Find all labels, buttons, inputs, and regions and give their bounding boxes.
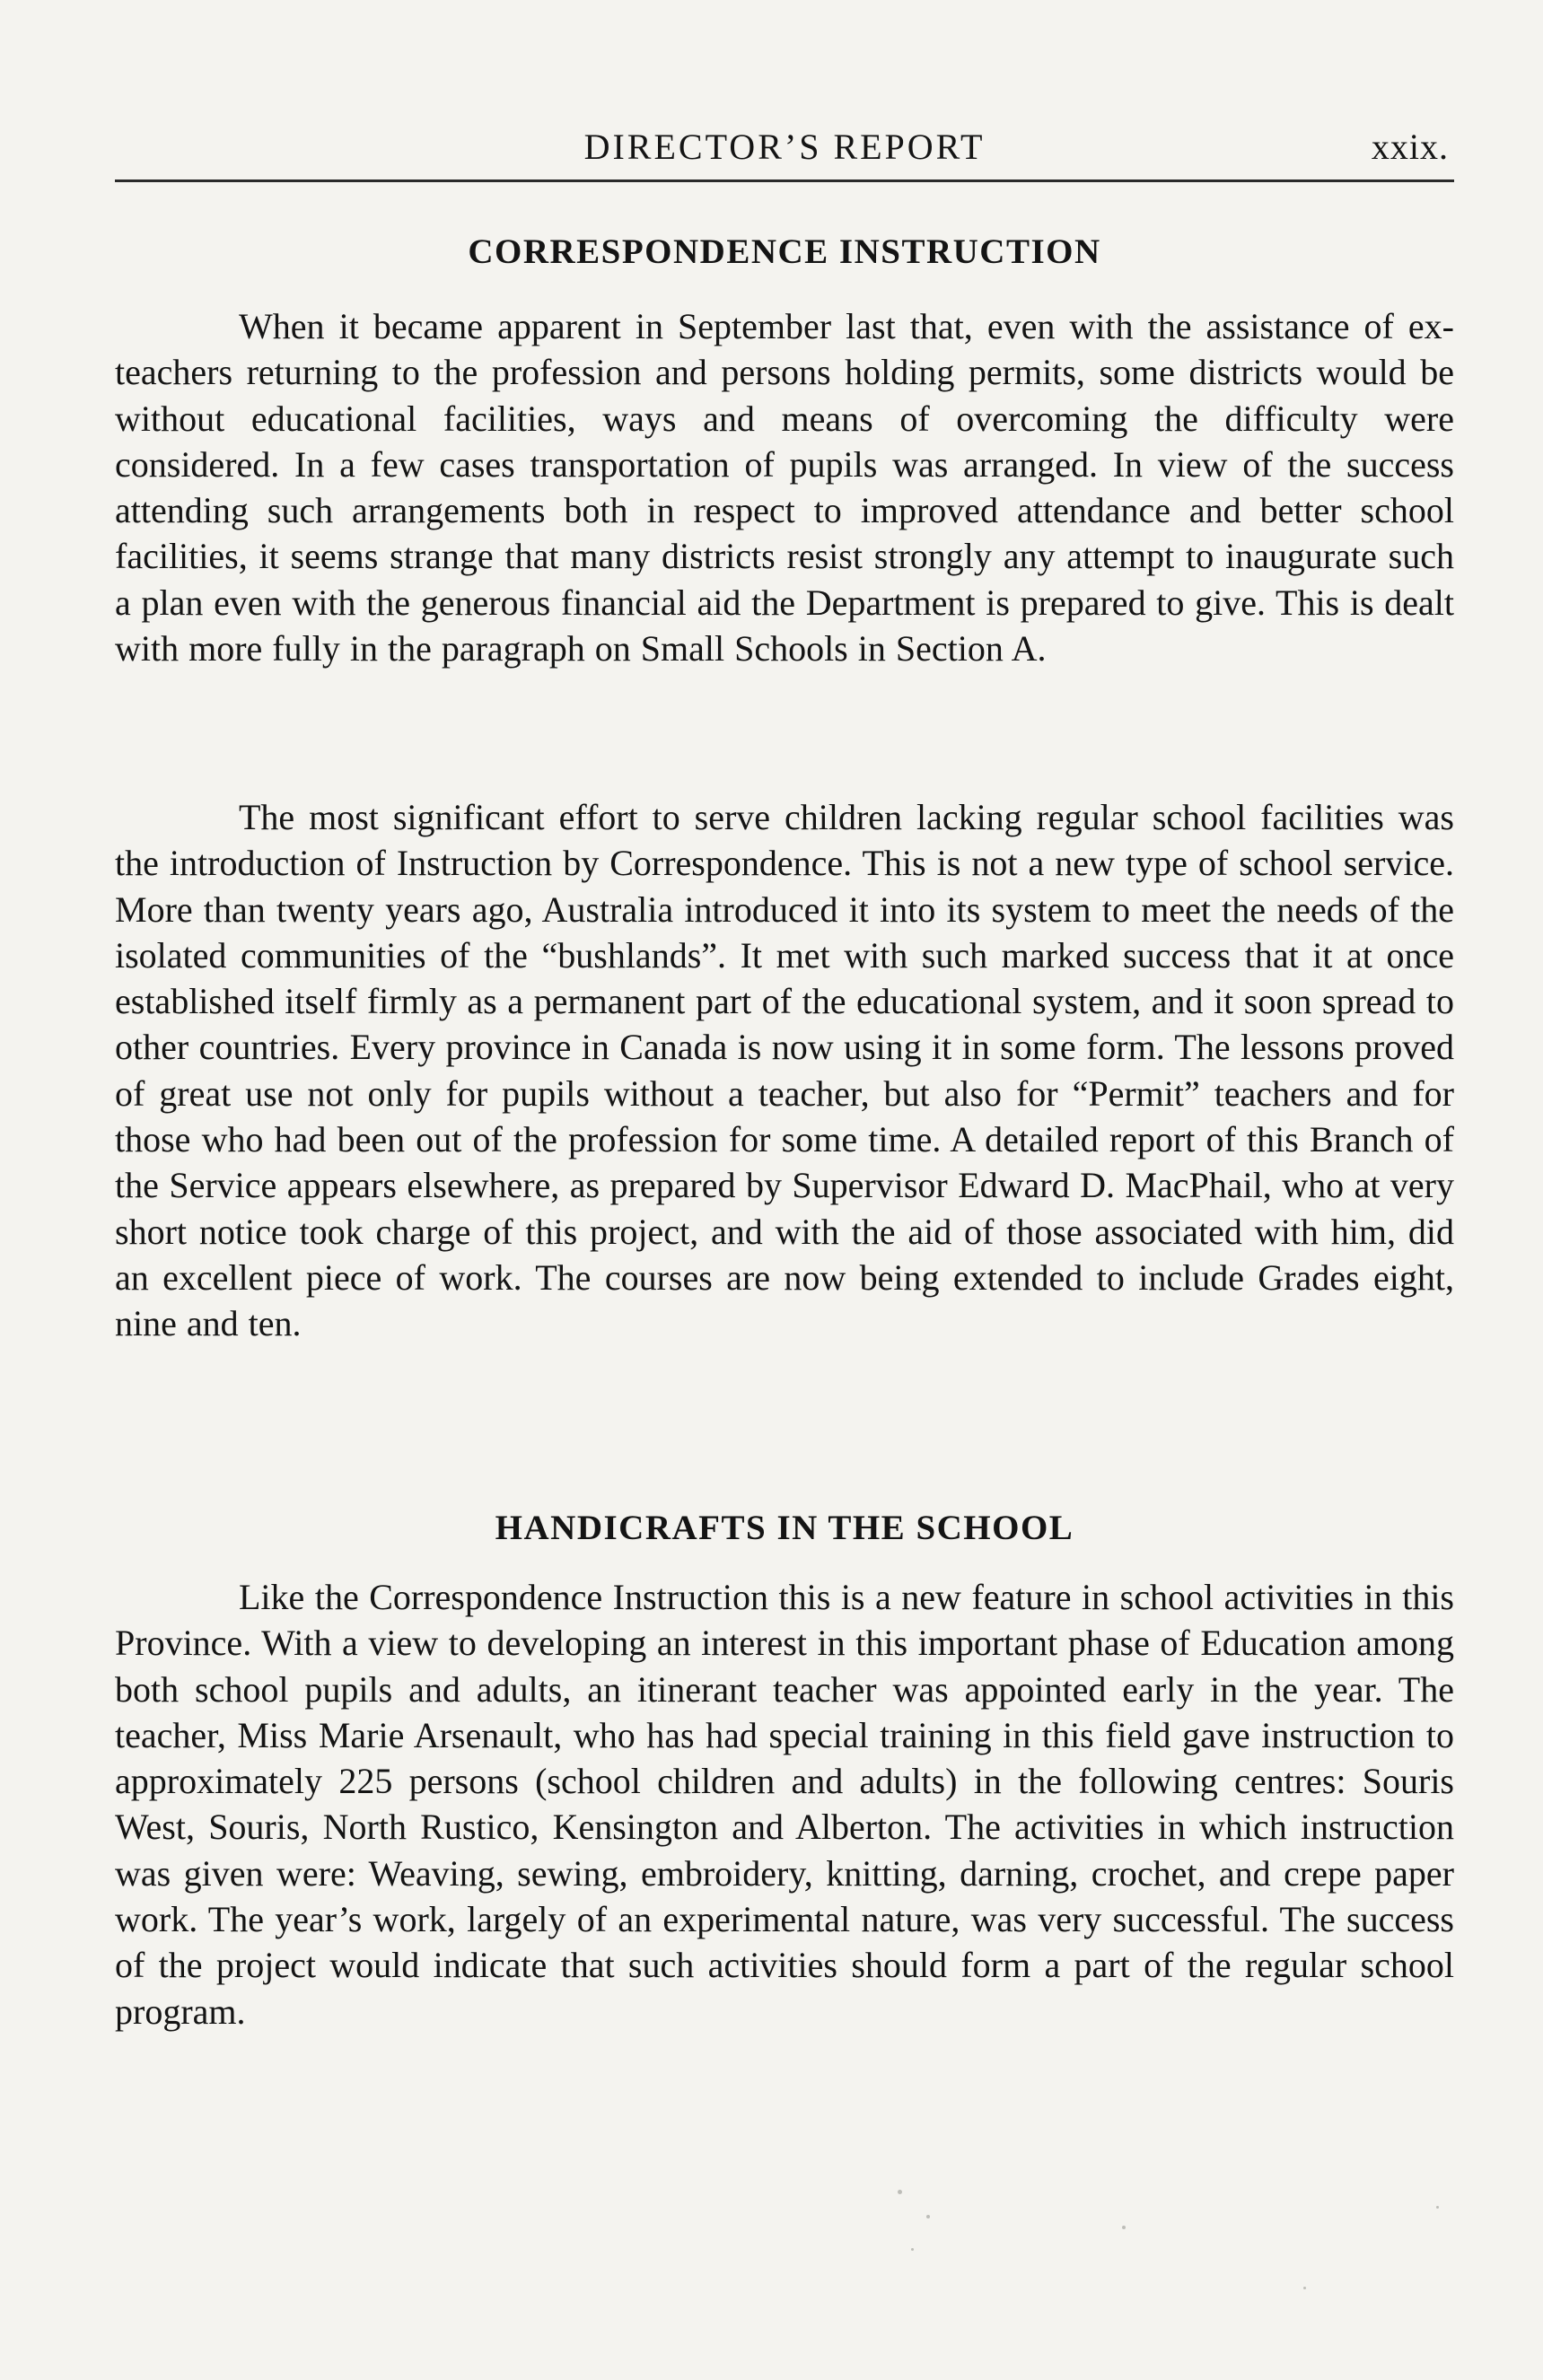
paragraph: When it became apparent in September last that, even with the assistance of ex-teachers returning to the profession and persons holding permits, some districts would be without educational facilities, ways and means of overcoming the difficulty were considered. In a few cases transportation of pupils was arranged. In view of the success attending such arrangements both in respect to improved attendance and better school facilities, it seems strange that many districts resist strongly any attempt to inaugurate such a plan even with the generous financial aid the Department is prepared to give. This is dealt with more fully in the paragraph on Small Schools in Section A. [115,306,1454,669]
paragraph: The most significant effort to serve children lacking regular school facilities was the introduction of Instruction by Correspondence. This is not a new type of school service. More than twenty years ago, Australia introduced it into its system to meet the needs of the isolated communities of the “bushlands”. It met with such marked success that it at once established itself firmly as a permanent part of the educational system, and it soon spread to other countries. Every province in Canada is now using it in some form. The lessons proved of great use not only for pupils without a teacher, but also for “Permit” teachers and for those who had been out of the profession for some time. A detailed report of this Branch of the Service appears elsewhere, as prepared by Supervisor Edward D. MacPhail, who at very short notice took charge of this project, and with the aid of those associated with him, did an excellent piece of work. The courses are now being extended to include Grades eight, nine and ten. [115,797,1454,1344]
print-speck [1436,2206,1439,2209]
page-number: xxix. [1371,127,1449,167]
print-speck [926,2215,930,2218]
print-speck [1122,2226,1126,2229]
print-speck [1303,2287,1306,2289]
section-heading-correspondence-instruction: CORRESPONDENCE INSTRUCTION [468,232,1101,271]
running-header [115,122,1454,182]
paragraph: Like the Correspondence Instruction this is a new feature in school activities in this Province. With a view to developing an interest in this important phase of Education among both school pupils and adults, an itinerant teacher was appointed early in the year. The teacher, Miss Marie Arsenault, who has had special training in this field gave instruction to approximately 225 persons (school children and adults) in the following centres: Souris West, Souris, North Rustico, Kensington and Alberton. The activities in which instruction was given were: Weaving, sewing, embroidery, knitting, darning, crochet, and crepe paper work. The year’s work, largely of an experimental nature, was very successful. The success of the project would indicate that such activities should form a part of the regular school program. [115,1577,1454,2032]
running-title: DIRECTOR’S REPORT [583,127,986,167]
print-speck [898,2190,902,2194]
section-heading-handicrafts: HANDICRAFTS IN THE SCHOOL [495,1509,1074,1547]
print-speck [911,2248,914,2251]
